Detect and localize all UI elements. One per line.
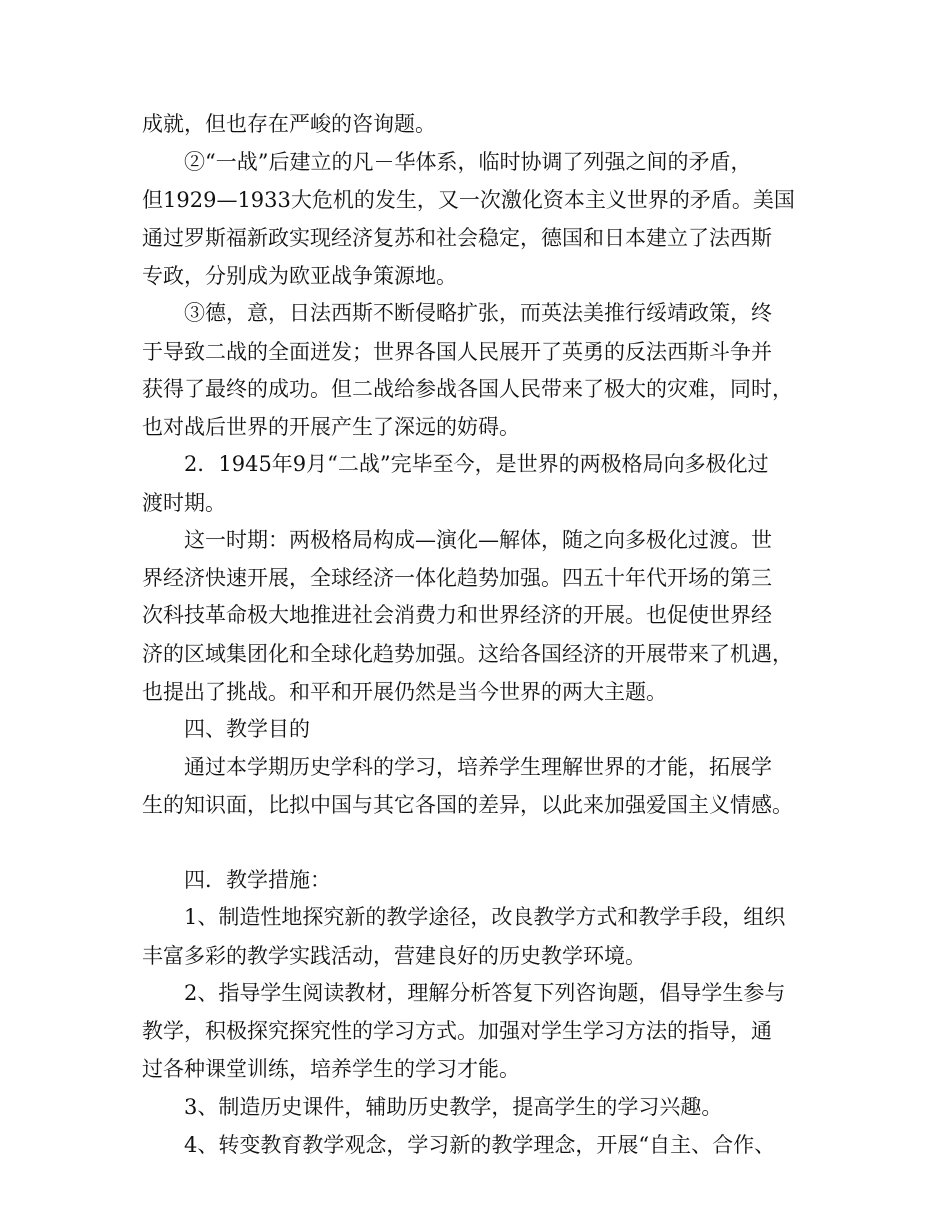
text-line: 也提出了挑战。和平和开展仍然是当今世界的两大主题。: [142, 680, 667, 704]
text-line: 通过罗斯福新政实现经济复苏和社会稳定，德国和日本建立了法西斯: [142, 226, 772, 250]
text-line: 2．1945年9月“二战”完毕至今，是世界的两极格局向多极化过: [184, 452, 769, 476]
text-line: 丰富多彩的教学实践活动，营建良好的历史教学环境。: [142, 944, 646, 968]
text-line: 生的知识面，比拟中国与其它各国的差异，以此来加强爱国主义情感。: [142, 793, 793, 817]
text-line: 获得了最终的成功。但二战给参战各国人民带来了极大的灾难，同时，: [142, 377, 793, 401]
text-line: 渡时期。: [142, 491, 226, 515]
text-line: 济的区域集团化和全球化趋势加强。这给各国经济的开展带来了机遇，: [142, 642, 793, 666]
text-line: 2、指导学生阅读教材，理解分析答复下列咨询题，倡导学生参与: [184, 981, 786, 1005]
text-line: 次科技革命极大地推进社会消费力和世界经济的开展。也促使世界经: [142, 603, 772, 627]
text-line: ②“一战”后建立的凡－华体系，临时协调了列强之间的矛盾，: [184, 150, 752, 174]
text-line: ③德，意，日法西斯不断侵略扩张，而英法美推行绥靖政策，终: [184, 301, 772, 325]
text-line: 过各种课堂训练，培养学生的学习才能。: [142, 1057, 520, 1081]
text-line: 四．教学措施：: [184, 868, 331, 892]
text-line: 教学，积极探究探究性的学习方式。加强对学生学习方法的指导，通: [142, 1019, 772, 1043]
text-line: 专政，分别成为欧亚战争策源地。: [142, 264, 457, 288]
text-line: 1、制造性地探究新的教学途径，改良教学方式和教学手段，组织: [184, 905, 786, 929]
text-line: 成就，但也存在严峻的咨询题。: [142, 112, 436, 136]
text-line: 但1929—1933大危机的发生，又一次激化资本主义世界的矛盾。美国: [142, 188, 795, 212]
text-line: 3、制造历史课件，辅助历史教学，提高学生的学习兴趣。: [184, 1095, 723, 1119]
text-line: 于导致二战的全面迸发；世界各国人民展开了英勇的反法西斯斗争并: [142, 340, 772, 364]
text-line: 四、教学目的: [184, 717, 310, 741]
text-line: 这一时期：两极格局构成—演化—解体，随之向多极化过渡。世: [184, 528, 772, 552]
text-line: 4、转变教育教学观念，学习新的教学理念，开展“自主、合作、: [184, 1133, 776, 1157]
text-line: 界经济快速开展，全球经济一体化趋势加强。四五十年代开场的第三: [142, 566, 772, 590]
text-line: 也对战后世界的开展产生了深远的妨碍。: [142, 415, 520, 439]
text-line: 通过本学期历史学科的学习，培养学生理解世界的才能，拓展学: [184, 755, 772, 779]
